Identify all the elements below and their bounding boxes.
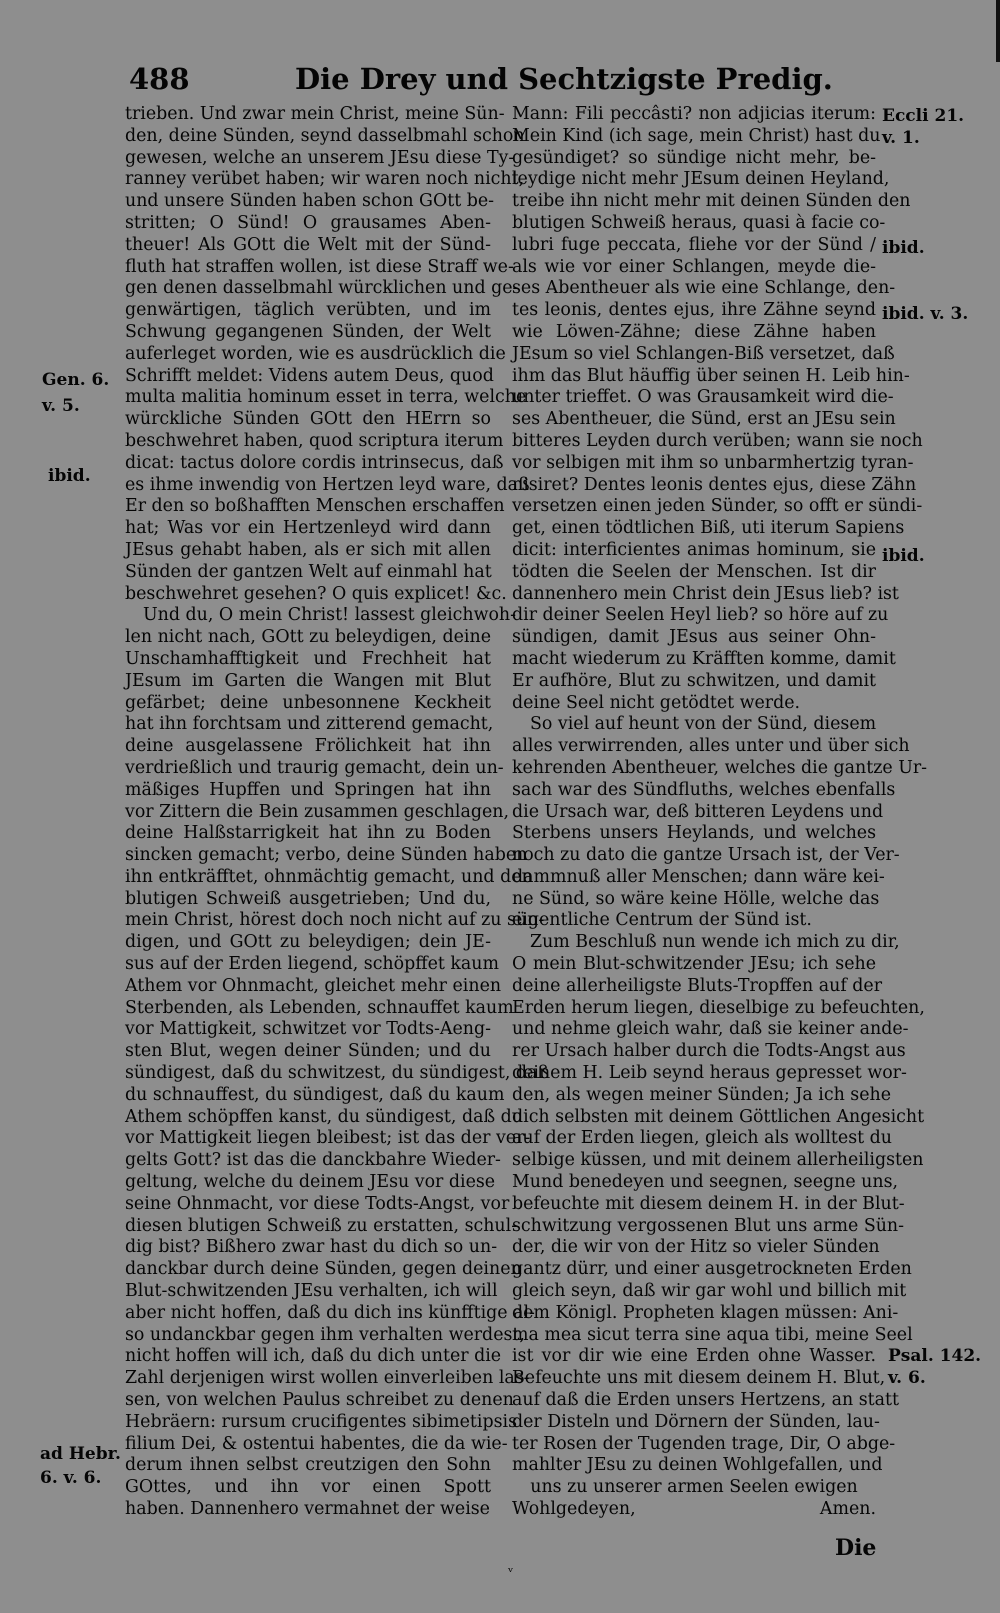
text-line: vor selbigen mit ihm so unbarmhertzig tyran- bbox=[512, 452, 914, 473]
text-line: hat; Was vor ein Hertzenleyd wird dann bbox=[125, 518, 491, 539]
running-title: Die Drey und Sechtzigste Predig. bbox=[295, 62, 833, 96]
text-line: deine allerheiligste Bluts-Tropffen auf der bbox=[512, 975, 883, 996]
text-line: tes leonis, dentes ejus, ihre Zähne seynd bbox=[512, 300, 876, 321]
text-line: ses Abentheuer, die Sünd, erst an JEsu sein bbox=[512, 409, 896, 430]
text-line: schwitzung vergossenen Blut uns arme Sün- bbox=[512, 1215, 905, 1236]
text-line: Sterbenden, als Lebenden, schnauffet kaum bbox=[125, 997, 514, 1018]
text-line: Hebräern: rursum crucifigentes sibimetipsis bbox=[125, 1411, 518, 1432]
text-line: Schwung gegangenen Sünden, der Welt bbox=[125, 321, 491, 342]
page-header bbox=[125, 62, 865, 102]
text-line: Er aufhöre, Blut zu schwitzen, und damit bbox=[512, 670, 876, 691]
text-line: den, als wegen meiner Sünden; Ja ich sehe bbox=[512, 1084, 892, 1105]
text-line: gantz dürr, und einer ausgetrockneten Erden bbox=[512, 1259, 912, 1280]
text-line: filium Dei, & ostentui habentes, die da wie- bbox=[125, 1433, 508, 1454]
text-line: digen, und GOtt zu beleydigen; dein JE- bbox=[125, 932, 491, 953]
text-line: trieben. Und zwar mein Christ, meine Sün- bbox=[125, 104, 505, 124]
text-line: blutigen Schweiß ausgetrieben; Und du, bbox=[125, 888, 491, 909]
text-line: Athem vor Ohnmacht, gleichet mehr einen bbox=[125, 975, 502, 996]
text-line: Er den so boßhafften Menschen erschaffen bbox=[125, 496, 505, 517]
text-line: sen, von welchen Paulus schreibet zu denen bbox=[125, 1390, 514, 1411]
text-line: befeuchte mit diesem deinem H. in der Blut- bbox=[512, 1193, 905, 1214]
text-line: blutigen Schweiß heraus, quasi à facie co- bbox=[512, 212, 886, 233]
text-line: tödten die Seelen der Menschen. Ist dir bbox=[512, 561, 876, 582]
text-line: Sünden der gantzen Welt auf einmahl hat bbox=[125, 561, 492, 582]
text-line: auf der Erden liegen, gleich als wolltest du bbox=[512, 1128, 892, 1149]
text-line: uns zu unserer armen Seelen ewigen bbox=[530, 1477, 858, 1498]
text-line: sündigen, damit JEsus aus seiner Ohn- bbox=[512, 627, 876, 648]
text-line: JEsum im Garten die Wangen mit Blut bbox=[125, 670, 491, 691]
text-line: auferleget worden, wie es ausdrücklich die bbox=[125, 343, 506, 364]
text-line: vor Mattigkeit, schwitzet vor Todts-Aeng- bbox=[125, 1019, 491, 1040]
text-line: hat ihn forchtsam und zitterend gemacht, bbox=[125, 714, 494, 735]
text-line: unter trieffet. O was Grausamkeit wird die- bbox=[512, 387, 894, 408]
text-line: dicat: tactus dolore cordis intrinsecus, daß bbox=[125, 452, 504, 473]
text-line: alles verwirrenden, alles unter und über sich bbox=[512, 736, 910, 757]
text-line: der, die wir von der Hitz so vieler Sünden bbox=[512, 1237, 880, 1258]
text-line: bitteres Leyden durch verüben; wann sie noch bbox=[512, 430, 923, 451]
text-line: dig bist? Bißhero zwar hast du dich so un- bbox=[125, 1237, 498, 1258]
text-line: Zum Beschluß nun wende ich mich zu dir, bbox=[530, 932, 900, 953]
text-line: mein Christ, hörest doch noch nicht auf zu sün- bbox=[125, 910, 545, 931]
text-line: Sterbens unsers Heylands, und welches bbox=[512, 823, 876, 844]
text-line: verdrießlich und traurig gemacht, dein un- bbox=[125, 757, 504, 778]
text-line: du schnauffest, du sündigest, daß du kaum bbox=[125, 1084, 505, 1105]
text-line: gesündiget? so sündige nicht mehr, be- bbox=[512, 147, 876, 168]
text-line: diesen blutigen Schweiß zu erstatten, schul- bbox=[125, 1215, 518, 1236]
text-line: ne Sünd, so wäre keine Hölle, welche das bbox=[512, 888, 880, 909]
text-line: selbige küssen, und mit deinem allerheiligsten bbox=[512, 1150, 924, 1171]
text-line: ist vor dir wie eine Erden ohne Wasser. bbox=[512, 1346, 876, 1367]
text-line: und nehme gleich wahr, daß sie keiner ande- bbox=[512, 1019, 909, 1040]
page-edge-shadow bbox=[996, 0, 1000, 62]
text-line: aber nicht hoffen, daß du dich ins künfftige al- bbox=[125, 1302, 535, 1323]
text-line: dammnuß aller Menschen; dann wäre kei- bbox=[512, 866, 885, 887]
text-line: macht wiederum zu Kräfften komme, damit bbox=[512, 648, 896, 669]
text-line: len nicht nach, GOtt zu beleydigen, deine bbox=[125, 627, 491, 648]
text-line: JEsum so viel Schlangen-Biß versetzet, daß bbox=[512, 343, 895, 364]
text-line: ma mea sicut terra sine aqua tibi, meine Seel bbox=[512, 1324, 913, 1345]
text-line: deine Halßstarrigkeit hat ihn zu Boden bbox=[125, 823, 491, 844]
text-line: theuer! Als GOtt die Welt mit der Sünd- bbox=[125, 234, 491, 255]
text-line: JEsus gehabt haben, als er sich mit allen bbox=[125, 539, 491, 560]
text-line: gleich seyn, daß wir gar wohl und billich mit bbox=[512, 1281, 907, 1302]
text-line: Mann: Fili peccâsti? non adjicias iterum: bbox=[512, 104, 876, 124]
text-line: der Disteln und Dörnern der Sünden, lau- bbox=[512, 1411, 880, 1432]
text-line: Schrifft meldet: Videns autem Deus, quod bbox=[125, 365, 494, 386]
text-line: gefärbet; deine unbesonnene Keckheit bbox=[125, 692, 491, 713]
text-line: genwärtigen, täglich verübten, und im bbox=[125, 300, 491, 321]
text-line: es ihme inwendig von Hertzen leyd ware, daß bbox=[125, 474, 530, 495]
text-line: Befeuchte uns mit diesem deinem H. Blut, bbox=[512, 1368, 886, 1389]
text-line: versetzen einen jeden Sünder, so offt er sündi- bbox=[512, 496, 923, 517]
text-line: und unsere Sünden haben schon GOtt be- bbox=[125, 191, 495, 212]
text-line: beschwehret gesehen? O quis explicet! &c. bbox=[125, 583, 507, 604]
text-line: gen denen dasselbmahl würcklichen und ge- bbox=[125, 278, 519, 299]
margin-note-eccli-verse: v. 1. bbox=[882, 128, 920, 148]
text-line: derum ihnen selbst creutzigen den Sohn bbox=[125, 1455, 491, 1476]
text-line: leydige nicht mehr JEsum deinen Heyland, bbox=[512, 169, 890, 190]
text-line: Athem schöpffen kanst, du sündigest, daß du bbox=[125, 1106, 523, 1127]
text-line: so undanckbar gegen ihm verhalten werdest, bbox=[125, 1324, 525, 1345]
text-line: ihn entkräfftet, ohnmächtig gemacht, und den bbox=[125, 866, 533, 887]
text-line: rer Ursach halber durch die Todts-Angst aus bbox=[512, 1041, 906, 1062]
margin-note-psal: Psal. 142. bbox=[888, 1346, 982, 1366]
margin-note-ibid: ibid. bbox=[48, 466, 91, 486]
text-line: deinem H. Leib seynd heraus gepresset wor- bbox=[512, 1063, 907, 1084]
text-line: ihm das Blut häuffig über seinen H. Leib hin- bbox=[512, 365, 910, 386]
text-line: deine ausgelassene Frölichkeit hat ihn bbox=[125, 736, 491, 757]
text-line: dir deiner Seelen Heyl lieb? so höre auf zu bbox=[512, 605, 889, 626]
text-line: geltung, welche du deinem JEsu vor diese bbox=[125, 1172, 496, 1193]
left-text-column bbox=[125, 104, 550, 1521]
margin-note-ibid-v3: ibid. v. 3. bbox=[882, 304, 969, 324]
text-line: Blut-schwitzenden JEsu verhalten, ich will bbox=[125, 1281, 498, 1302]
text-line: nisiret? Dentes leonis dentes ejus, diese Zähn bbox=[512, 474, 917, 495]
text-line: vor Zittern die Bein zusammen geschlagen, bbox=[125, 801, 509, 822]
text-line: den, deine Sünden, seynd dasselbmahl schon bbox=[125, 125, 525, 146]
text-line: seine Ohnmacht, vor diese Todts-Angst, vor bbox=[125, 1193, 510, 1214]
text-line: danckbar durch deine Sünden, gegen deinen bbox=[125, 1259, 522, 1280]
text-line: So viel auf heunt von der Sünd, diesem bbox=[530, 714, 877, 735]
catchword: Die bbox=[835, 1535, 877, 1561]
text-line: sincken gemacht; verbo, deine Sünden haben bbox=[125, 845, 528, 866]
text-line: dannenhero mein Christ dein JEsus lieb? ist bbox=[512, 583, 899, 604]
text-line: vor Mattigkeit liegen bleibest; ist das der ver- bbox=[125, 1128, 531, 1149]
text-line: Mein Kind (ich sage, mein Christ) hast du bbox=[512, 125, 881, 146]
text-line: beschwehret haben, quod scriptura iterum bbox=[125, 430, 504, 451]
ink-speck: ᵥ bbox=[508, 1560, 514, 1576]
text-line: sten Blut, wegen deiner Sünden; und du bbox=[125, 1041, 491, 1062]
text-line: würckliche Sünden GOtt den HErrn so bbox=[125, 409, 491, 430]
text-line: Erden herum liegen, dieselbige zu befeuchten, bbox=[512, 997, 925, 1018]
text-line: noch zu dato die gantze Ursach ist, der Ver- bbox=[512, 845, 900, 866]
text-line: ter Rosen der Tugenden trage, Dir, O abge- bbox=[512, 1433, 896, 1454]
page-number: 488 bbox=[129, 62, 190, 96]
text-line: deine Seel nicht getödtet werde. bbox=[512, 692, 801, 713]
text-line: sach war des Sündfluths, welches ebenfalls bbox=[512, 779, 896, 800]
margin-note-hebr: ad Hebr. bbox=[40, 1444, 121, 1464]
text-line: gelts Gott? ist das die danckbahre Wieder- bbox=[125, 1150, 501, 1171]
text-line: Und du, O mein Christ! lassest gleichwoh- bbox=[143, 605, 517, 626]
text-line: wie Löwen-Zähne; diese Zähne haben bbox=[512, 321, 876, 342]
margin-note-eccli: Eccli 21. bbox=[882, 106, 965, 126]
text-line: dich selbsten mit deinem Göttlichen Angesicht bbox=[512, 1106, 925, 1127]
text-line: haben. Dannenhero vermahnet der weise bbox=[125, 1499, 490, 1519]
text-line: ranney verübet haben; wir waren noch nicht, bbox=[125, 169, 525, 190]
text-line: mahlter JEsu zu deinen Wohlgefallen, und bbox=[512, 1455, 883, 1476]
text-line: ses Abentheuer als wie eine Schlange, den- bbox=[512, 278, 896, 299]
text-line: fluth hat straffen wollen, ist diese Straff we- bbox=[125, 256, 514, 277]
text-line: O mein Blut-schwitzender JEsu; ich sehe bbox=[512, 954, 876, 975]
text-line: Unschamhafftigkeit und Frechheit hat bbox=[125, 648, 491, 669]
text-line: sündigest, daß du schwitzest, du sündigest, daß bbox=[125, 1063, 550, 1084]
margin-note-psal-verse: v. 6. bbox=[888, 1368, 926, 1388]
margin-note-ibid-3: ibid. bbox=[882, 546, 925, 566]
text-line: dicit: interficientes animas hominum, sie bbox=[512, 539, 876, 560]
text-line: mäßiges Hupffen und Springen hat ihn bbox=[125, 779, 491, 800]
margin-note-gen: Gen. 6. bbox=[42, 370, 110, 390]
text-line: multa malitia hominum esset in terra, welche bbox=[125, 387, 527, 408]
text-line: kehrenden Abentheuer, welches die gantze Ur- bbox=[512, 757, 928, 778]
text-line: nicht hoffen will ich, daß du dich unter die bbox=[125, 1346, 502, 1367]
text-line: gewesen, welche an unserem JEsu diese Ty- bbox=[125, 147, 515, 168]
text-line: stritten; O Sünd! O grausames Aben- bbox=[125, 212, 491, 233]
text-line: get, einen tödtlichen Biß, uti iterum Sapiens bbox=[512, 518, 905, 539]
text-line: treibe ihn nicht mehr mit deinen Sünden den bbox=[512, 191, 911, 212]
margin-note-hebr-verse: 6. v. 6. bbox=[40, 1468, 102, 1488]
text-line: lubri fuge peccata, fliehe vor der Sünd / bbox=[512, 234, 876, 255]
margin-note-gen-verse: v. 5. bbox=[42, 396, 80, 416]
text-line: auf daß die Erden unsers Hertzens, an statt bbox=[512, 1390, 899, 1411]
text-line: als wie vor einer Schlangen, meyde die- bbox=[512, 256, 876, 277]
text-line: Zahl derjenigen wirst wollen einverleiben las- bbox=[125, 1368, 530, 1389]
margin-note-ibid-2: ibid. bbox=[882, 238, 925, 258]
text-line: Mund benedeyen und seegnen, seegne uns, bbox=[512, 1172, 899, 1193]
text-line: dem Königl. Propheten klagen müssen: Ani- bbox=[512, 1302, 899, 1323]
text-line: eigentliche Centrum der Sünd ist. bbox=[512, 910, 812, 931]
text-line: GOttes, und ihn vor einen Spott bbox=[125, 1477, 491, 1498]
text-line: die Ursach war, deß bitteren Leydens und bbox=[512, 801, 884, 822]
text-line: Wohlgedeyen, Amen. bbox=[512, 1499, 876, 1519]
text-line: sus auf der Erden liegend, schöpffet kaum bbox=[125, 954, 499, 975]
